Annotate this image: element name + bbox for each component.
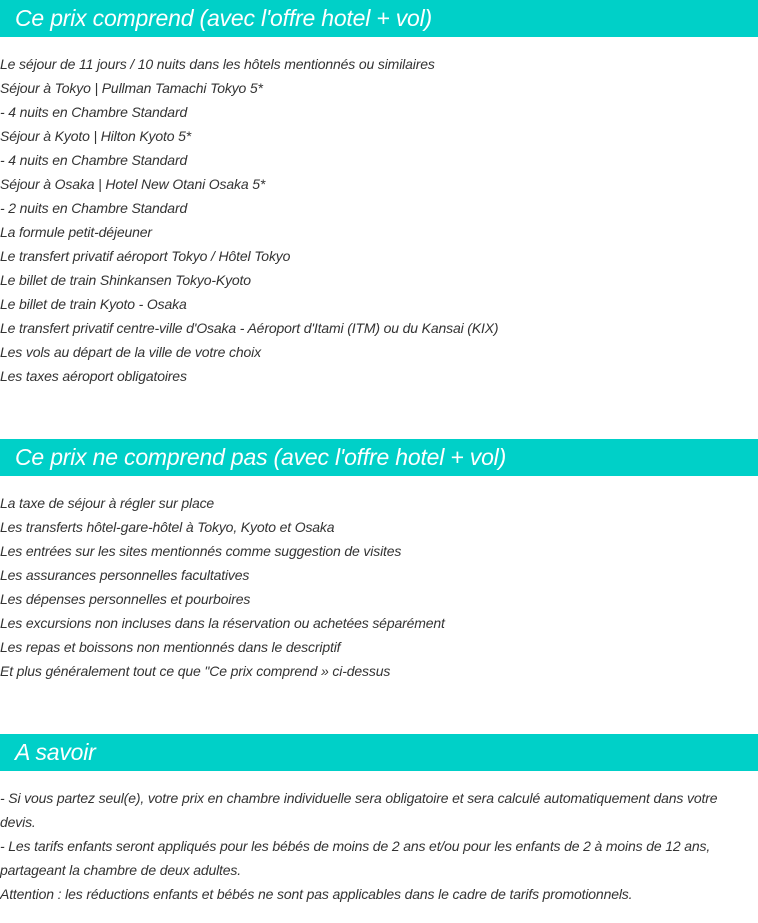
- not-included-item: Les repas et boissons non mentionnés dans le descriptif: [0, 639, 341, 655]
- good-to-know-section-title: A savoir: [15, 739, 96, 765]
- good-to-know-paragraph: - Si vous partez seul(e), votre prix en chambre individuelle sera obligatoire et sera calculé automatiquement dans votre devis.: [0, 790, 718, 830]
- included-item: Séjour à Osaka | Hotel New Otani Osaka 5*: [0, 176, 266, 192]
- not-included-item: Les dépenses personnelles et pourboires: [0, 591, 251, 607]
- not-included-item: Les excursions non incluses dans la réservation ou achetées séparément: [0, 615, 445, 631]
- not-included-section-header: [0, 439, 758, 476]
- included-item: Le transfert privatif centre-ville d'Osaka - Aéroport d'Itami (ITM) ou du Kansai (KIX): [0, 320, 499, 336]
- good-to-know-text: [0, 786, 752, 906]
- not-included-item: La taxe de séjour à régler sur place: [0, 495, 215, 511]
- included-item: Les vols au départ de la ville de votre choix: [0, 344, 261, 360]
- included-list: [0, 52, 758, 388]
- included-item: Le billet de train Shinkansen Tokyo-Kyoto: [0, 272, 251, 288]
- not-included-item: Les transferts hôtel-gare-hôtel à Tokyo, Kyoto et Osaka: [0, 519, 335, 535]
- included-item: Le transfert privatif aéroport Tokyo / Hôtel Tokyo: [0, 248, 291, 264]
- not-included-item: Et plus généralement tout ce que "Ce prix comprend » ci-dessus: [0, 663, 391, 679]
- not-included-section-title: Ce prix ne comprend pas (avec l'offre hotel + vol): [15, 444, 507, 470]
- included-item: La formule petit-déjeuner: [0, 224, 152, 240]
- not-included-item: Les entrées sur les sites mentionnés comme suggestion de visites: [0, 543, 402, 559]
- included-item: - 4 nuits en Chambre Standard: [0, 152, 188, 168]
- not-included-list: [0, 491, 758, 683]
- included-section-header: [0, 0, 758, 37]
- included-item: Séjour à Kyoto | Hilton Kyoto 5*: [0, 128, 192, 144]
- included-item: Le séjour de 11 jours / 10 nuits dans les hôtels mentionnés ou similaires: [0, 56, 435, 72]
- good-to-know-paragraph: Attention : les réductions enfants et bébés ne sont pas applicables dans le cadre de tarifs promotionnels.: [0, 886, 633, 902]
- included-item: - 4 nuits en Chambre Standard: [0, 104, 188, 120]
- not-included-item: Les assurances personnelles facultatives: [0, 567, 250, 583]
- included-section-title: Ce prix comprend (avec l'offre hotel + vol): [15, 5, 433, 31]
- included-item: Le billet de train Kyoto - Osaka: [0, 296, 187, 312]
- good-to-know-section-header: [0, 734, 758, 771]
- included-item: Séjour à Tokyo | Pullman Tamachi Tokyo 5*: [0, 80, 263, 96]
- included-item: Les taxes aéroport obligatoires: [0, 368, 187, 384]
- included-item: - 2 nuits en Chambre Standard: [0, 200, 188, 216]
- good-to-know-paragraph: - Les tarifs enfants seront appliqués pour les bébés de moins de 2 ans et/ou pour les enfants de 2 à moins de 12 ans, partageant la chambre de deux adultes.: [0, 838, 711, 878]
